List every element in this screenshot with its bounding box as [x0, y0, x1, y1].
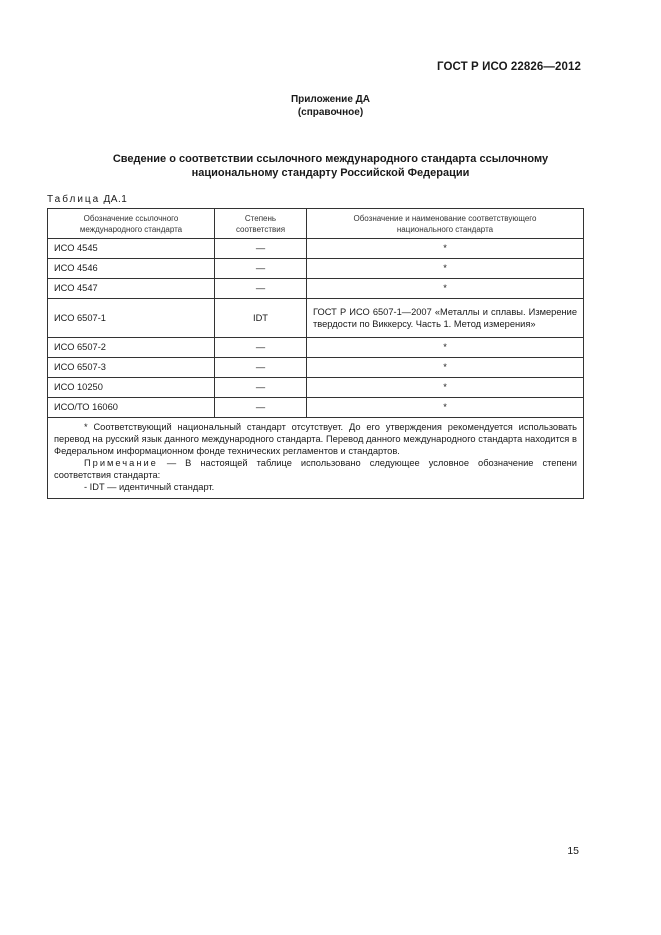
table-row — [48, 358, 584, 378]
heading-line-1: Сведение о соответствии ссылочного международного стандарта ссылочному — [112, 153, 549, 165]
cell-national: * — [307, 239, 584, 259]
table-header-row — [48, 209, 584, 239]
table-row — [48, 239, 584, 259]
table-label-number: ДА.1 — [103, 194, 128, 205]
note-label: Примечание — [84, 458, 158, 468]
table-row — [48, 279, 584, 299]
cell-degree: — — [215, 279, 307, 299]
table-row — [48, 259, 584, 279]
column-header-line: Обозначение и наименование соответствующего — [353, 213, 537, 223]
cell-reference: ИСО 6507-2 — [48, 338, 215, 358]
column-header-degree — [215, 209, 307, 239]
table-row — [48, 378, 584, 398]
table-label — [47, 194, 127, 205]
cell-national: * — [307, 398, 584, 418]
table-footer-row — [48, 418, 584, 499]
cell-national: * — [307, 378, 584, 398]
column-header-reference — [48, 209, 215, 239]
table-footnote-cell — [48, 418, 584, 499]
annex-title-line: Приложение ДА — [290, 94, 371, 105]
cell-degree: — — [215, 398, 307, 418]
cell-reference: ИСО 4545 — [48, 239, 215, 259]
column-header-national — [307, 209, 584, 239]
cell-national: ГОСТ Р ИСО 6507-1—2007 «Металлы и сплавы. Измерение твердости по Виккерсу. Часть 1. Метод измерения» — [307, 299, 584, 338]
annex-title — [0, 93, 661, 119]
cell-degree: — — [215, 259, 307, 279]
cell-reference: ИСО 4547 — [48, 279, 215, 299]
table-row — [48, 338, 584, 358]
table-row — [48, 398, 584, 418]
cell-degree: — — [215, 338, 307, 358]
note-text: — В настоящей таблице использовано следующее условное обозначение степени соответствия стандарта: — [54, 458, 577, 480]
cell-national: * — [307, 358, 584, 378]
cell-national: * — [307, 338, 584, 358]
cell-reference: ИСО 10250 — [48, 378, 215, 398]
note-item: - IDT — идентичный стандарт. — [84, 482, 215, 492]
table-footnote: * Соответствующий национальный стандарт отсутствует. До его утверждения рекомендуется использовать перевод на русский язык данного международного стандарта. Перевод данного международного стандарта находится в Федеральном информационном фонде технических регламентов и стандартов. — [54, 422, 577, 456]
cell-national: * — [307, 279, 584, 299]
document-heading — [60, 152, 601, 180]
heading-line-2: национальному стандарту Российской Федерации — [191, 167, 470, 179]
column-header-line: международного стандарта — [79, 224, 183, 234]
cell-degree: — — [215, 239, 307, 259]
column-header-line: национального стандарта — [396, 224, 494, 234]
table-row — [48, 299, 584, 338]
cell-national: * — [307, 259, 584, 279]
table-note — [54, 457, 577, 481]
conformity-table — [47, 208, 584, 499]
cell-reference: ИСО/ТО 16060 — [48, 398, 215, 418]
column-header-line: Степень — [244, 213, 277, 223]
cell-reference: ИСО 6507-3 — [48, 358, 215, 378]
column-header-line: соответствия — [235, 224, 286, 234]
cell-reference: ИСО 6507-1 — [48, 299, 215, 338]
standard-code: ГОСТ Р ИСО 22826—2012 — [436, 61, 581, 73]
column-header-line: Обозначение ссылочного — [83, 213, 179, 223]
cell-degree: IDT — [215, 299, 307, 338]
cell-reference: ИСО 4546 — [48, 259, 215, 279]
cell-degree: — — [215, 358, 307, 378]
cell-degree: — — [215, 378, 307, 398]
table-label-word: Таблица — [47, 194, 101, 205]
annex-subtitle: (справочное) — [297, 107, 364, 118]
page-number: 15 — [567, 845, 579, 857]
